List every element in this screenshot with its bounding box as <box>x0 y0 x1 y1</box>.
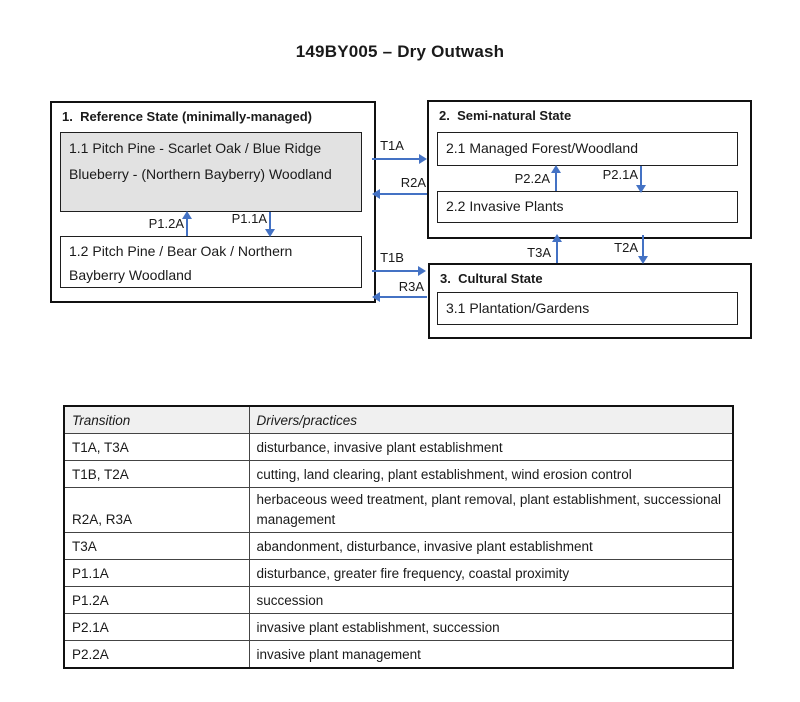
transition-arrow-t2a-down <box>642 235 644 256</box>
drivers-cell: cutting, land clearing, plant establishment, wind erosion control <box>249 461 733 488</box>
table-row <box>64 614 733 641</box>
table-row <box>64 587 733 614</box>
transition-cell: T1B, T2A <box>64 461 249 488</box>
transition-arrow-r3a-left <box>380 296 427 298</box>
state-2-title: 2. Semi-natural State <box>439 108 572 123</box>
table-row <box>64 533 733 560</box>
drivers-cell: succession <box>249 587 733 614</box>
state-1-title: 1. Reference State (minimally-managed) <box>62 109 312 124</box>
transition-cell: P1.2A <box>64 587 249 614</box>
table-header-transition: Transition <box>64 406 249 434</box>
table-row <box>64 461 733 488</box>
transition-label-t1a: T1A <box>380 138 404 153</box>
transition-label-t3a: T3A <box>527 245 551 260</box>
transition-arrow-r2a-left <box>380 193 427 195</box>
transition-cell: P2.1A <box>64 614 249 641</box>
pathway-arrow-p2-1a-down <box>640 166 642 185</box>
community-2-2: 2.2 Invasive Plants <box>437 191 738 223</box>
transition-label-t2a: T2A <box>614 240 638 255</box>
drivers-cell: disturbance, greater fire frequency, coastal proximity <box>249 560 733 587</box>
pathway-arrow-p1-2a-up <box>186 219 188 236</box>
pathway-arrow-p2-2a-up <box>555 173 557 191</box>
drivers-cell: disturbance, invasive plant establishment <box>249 434 733 461</box>
pathway-label-p1-2a: P1.2A <box>148 216 184 231</box>
table-row <box>64 560 733 587</box>
transition-cell: P1.1A <box>64 560 249 587</box>
pathway-arrow-p1-1a-down <box>269 212 271 229</box>
drivers-cell: herbaceous weed treatment, plant removal, plant establishment, successional management <box>249 488 733 533</box>
drivers-cell: invasive plant establishment, succession <box>249 614 733 641</box>
pathway-label-p2-1a: P2.1A <box>602 167 638 182</box>
transition-label-r2a: R2A <box>400 175 426 190</box>
community-2-1: 2.1 Managed Forest/Woodland <box>437 132 738 166</box>
community-1-1: 1.1 Pitch Pine - Scarlet Oak / Blue Ridge Blueberry - (Northern Bayberry) Woodland <box>60 132 362 212</box>
table-row <box>64 488 733 533</box>
transition-arrow-t1a-right <box>372 158 419 160</box>
pathway-label-p2-2a: P2.2A <box>514 171 550 186</box>
table-header-row <box>64 406 733 434</box>
transition-arrow-t1b-right <box>372 270 418 272</box>
drivers-cell: abandonment, disturbance, invasive plant establishment <box>249 533 733 560</box>
table-row <box>64 641 733 669</box>
drivers-cell: invasive plant management <box>249 641 733 669</box>
transition-arrow-t3a-up <box>556 242 558 263</box>
transition-cell: P2.2A <box>64 641 249 669</box>
table-row <box>64 434 733 461</box>
state-3-title: 3. Cultural State <box>440 271 543 286</box>
table-header-drivers: Drivers/practices <box>249 406 733 434</box>
community-1-2: 1.2 Pitch Pine / Bear Oak / Northern Bayberry Woodland <box>60 236 362 288</box>
transition-cell: T1A, T3A <box>64 434 249 461</box>
transition-cell: R2A, R3A <box>64 488 249 533</box>
community-3-1: 3.1 Plantation/Gardens <box>437 292 738 325</box>
pathway-label-p1-1a: P1.1A <box>231 211 267 226</box>
transition-label-r3a: R3A <box>398 279 424 294</box>
page-title: 149BY005 – Dry Outwash <box>295 42 505 61</box>
transition-cell: T3A <box>64 533 249 560</box>
transition-label-t1b: T1B <box>380 250 404 265</box>
transitions-table <box>63 405 734 669</box>
